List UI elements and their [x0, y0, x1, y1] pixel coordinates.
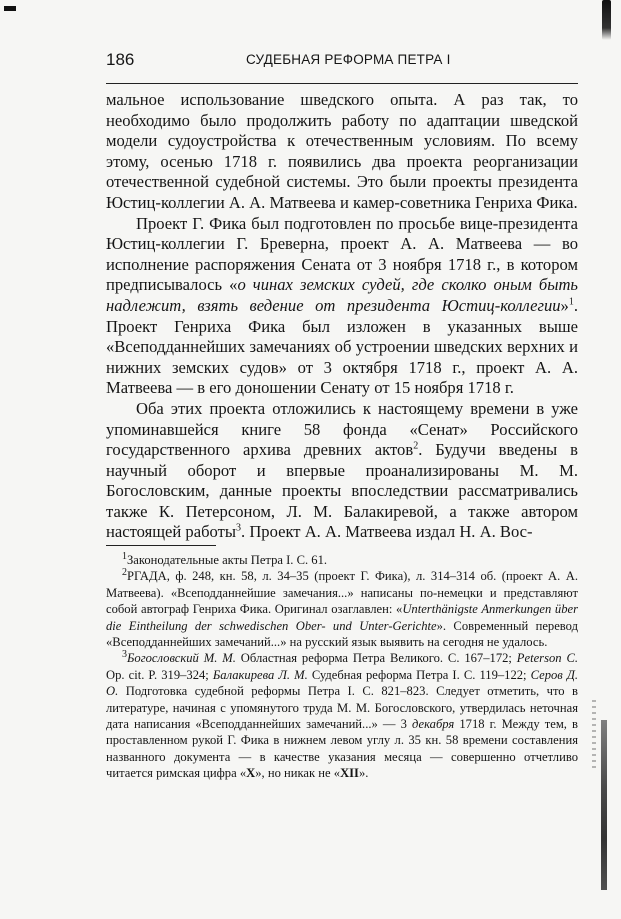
quote-italic: о чинах земских судей, где сколко оным быть надлежит, взять ведение от президента Юстиц-коллегии — [106, 275, 578, 315]
paragraph: мальное использование шведского опыта. А раз так, то необходимо было продолжить работу по адаптации шведской модели судоустройства к отечественным условиям. По всему этому, осенью 1718 г. появились два проекта реорганизации отечественной судебной системы. Это были проекты президента Юстиц-коллегии А. А. Матвеева и камер-советника Генриха Фика. — [106, 90, 578, 212]
footnote-number: 2 — [122, 567, 127, 579]
footnote: $^1$Законодательные акты Петра I. С. 61. — [122, 550, 328, 567]
running-head: СУДЕБНАЯ РЕФОРМА ПЕТРА I — [246, 52, 451, 67]
body-text — [106, 90, 578, 543]
footnote-number: 1 — [122, 550, 127, 562]
scan-artifact-mark — [602, 0, 611, 40]
header-rule — [106, 83, 578, 84]
scan-artifact-edge — [601, 720, 607, 890]
footnote-ref: 2 — [413, 440, 419, 452]
scan-artifact-mark — [4, 6, 16, 11]
page-number: 186 — [106, 50, 135, 69]
footnotes — [106, 552, 578, 782]
paragraph: Проект Г. Фика был подготовлен по просьбе вице-президента Юстиц-коллегии Г. Бреверна, проект А. А. Матвеева — во исполнение распоряжения Сената от 3 ноября 1718 г., в котором предписывалось «о чинах земских судей, где сколко оным быть надлежит, взять ведение от президента Юстиц-коллегии»$^1$. Проект Генриха Фика был изложен в указанных выше «Всеподданнейших замечаниях об устроении шведских верхних и нижних земских судов» от 3 октября 1718 г., проект А. А. Матвеева — в его доношении Сенату от 15 ноября 1718 г. — [106, 213, 578, 398]
page-header — [106, 50, 578, 74]
footnote: $^2$РГАДА, ф. 248, кн. 58, л. 34–35 (проект Г. Фика), л. 314–314 об. (проект А. А. Матвеева). «Всеподданнейшие замечания...» написаны по-немецки и представляют собой автограф Генриха Фика. Оригинал озаглавлен: «Unterthänigste Anmerkungen über die Eintheilung der schwedischen Ober- und Unter-Gerichte». Современный перевод «Всеподданнейших замечаний...» на русский язык выявить на сегодня не удалось. — [106, 567, 578, 650]
scan-artifact-edge — [592, 700, 596, 770]
footnote: $^3$Богословский М. М. Областная реформа Петра Великого. С. 167–172; Peterson C. Op. cit. P. 319–324; Балакирева Л. М. Судебная реформа Петра I. С. 119–122; Серов Д. О. Подготовка судебной реформы Петра I. С. 821–823. Следует отметить, что в литературе, начиная с упомянутого труда М. М. Богословского, утвердилась неточная дата написания «Всеподданнейших замечаний...» — 3 декабря 1718 г. Между тем, в проставленном рукой Г. Фика в нижнем левом углу л. 35 кн. 58 времени составления названного документа — в качестве указания месяца — совершенно отчетливо читается римская цифра «X», но никак не «XII». — [106, 649, 578, 781]
footnote-ref: 1 — [568, 296, 574, 308]
paragraph: Оба этих проекта отложились к настоящему времени в уже упоминавшейся книге 58 фонда «Сенат» Российского государственного архива древних актов$^2$. Будучи введены в научный оборот и впервые проанализированы М. М. Богословским, данные проекты впоследствии рассматривались также К. Петерсоном, Л. М. Балакиревой, а также автором настоящей работы$^3$. Проект А. А. Матвеева издал Н. А. Вос- — [106, 398, 578, 542]
footnote-rule — [106, 545, 216, 546]
footnote-number: 3 — [122, 649, 127, 661]
footnote-ref: 3 — [236, 522, 242, 534]
